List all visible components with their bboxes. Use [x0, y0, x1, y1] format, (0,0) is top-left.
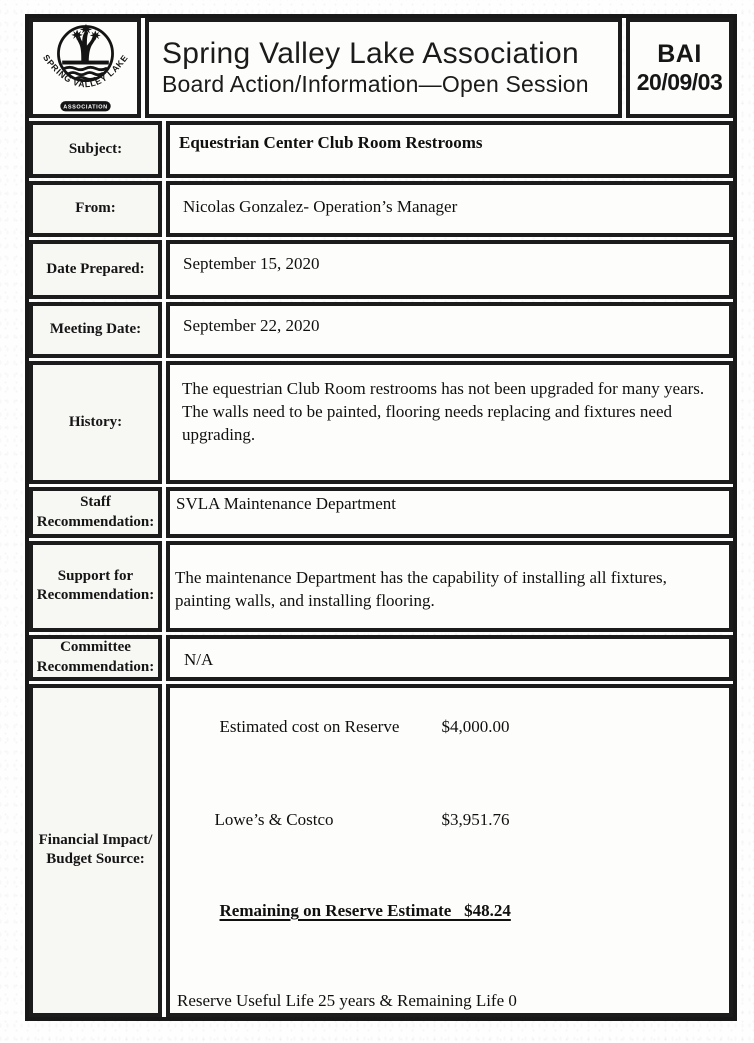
- logo-cell: [29, 18, 141, 118]
- from-row: [29, 181, 733, 238]
- subject-row: [29, 121, 733, 178]
- committee-recommendation-value: N/A: [166, 635, 733, 681]
- support-recommendation-row: [29, 541, 733, 631]
- support-recommendation-label: Support for Recommendation:: [29, 541, 162, 631]
- date-prepared-label: Date Prepared:: [29, 240, 162, 298]
- financial-line-remaining: [177, 877, 721, 946]
- history-label: History:: [29, 361, 162, 484]
- from-label: From:: [29, 181, 162, 238]
- logo-arc-text: SPRING VALLEY LAKE: [40, 52, 130, 89]
- org-title: Spring Valley Lake Association: [162, 36, 580, 70]
- committee-recommendation-label: Committee Recommendation:: [29, 635, 162, 681]
- financial-item-amount: $3,951.76: [441, 810, 510, 830]
- financial-remaining-highlight: Remaining on Reserve Estimate $48.24: [219, 901, 511, 921]
- committee-recommendation-row: [29, 635, 733, 681]
- history-value: The equestrian Club Room restrooms has not been upgraded for many years. The walls need to be painted, flooring needs replacing and fixtures need upgrading.: [166, 361, 733, 484]
- staff-recommendation-value: SVLA Maintenance Department: [166, 487, 733, 538]
- date-prepared-value: September 15, 2020: [166, 240, 733, 298]
- financial-impact-label: Financial Impact/ Budget Source:: [29, 684, 162, 1017]
- subject-label: Subject:: [29, 121, 162, 178]
- financial-item-amount: $4,000.00: [441, 716, 510, 736]
- header-row: [29, 18, 733, 118]
- financial-useful-life-note: Reserve Useful Life 25 years & Remaining Life 0: [177, 991, 517, 1011]
- staff-recommendation-label: Staff Recommendation:: [29, 487, 162, 538]
- from-value: Nicolas Gonzalez- Operation’s Manager: [166, 181, 733, 238]
- meeting-date-row: [29, 302, 733, 359]
- financial-impact-value: [166, 684, 733, 1017]
- subject-value: Equestrian Center Club Room Restrooms: [166, 121, 733, 178]
- meeting-date-label: Meeting Date:: [29, 302, 162, 359]
- date-prepared-row: [29, 240, 733, 298]
- financial-line-reserve: [177, 693, 721, 762]
- meeting-date-value: September 22, 2020: [166, 302, 733, 359]
- financial-impact-row: [29, 684, 733, 1017]
- bai-code-box: [626, 18, 733, 118]
- svla-logo-icon: [37, 20, 134, 117]
- title-cell: [145, 18, 622, 118]
- financial-item-label: Lowe’s & Costco: [214, 810, 334, 830]
- support-recommendation-value: The maintenance Department has the capability of installing all fixtures, painting walls, and installing flooring.: [166, 541, 733, 631]
- financial-line-vendors: [172, 786, 721, 855]
- bai-form-table: [25, 14, 737, 1021]
- financial-item-label: Estimated cost on Reserve: [219, 716, 400, 736]
- history-row: [29, 361, 733, 484]
- staff-recommendation-row: [29, 487, 733, 538]
- bai-code: BAI: [657, 40, 702, 69]
- logo-banner-text: ASSOCIATION: [62, 104, 108, 111]
- doc-subtitle: Board Action/Information—Open Session: [162, 71, 589, 98]
- bai-date: 20/09/03: [636, 69, 723, 96]
